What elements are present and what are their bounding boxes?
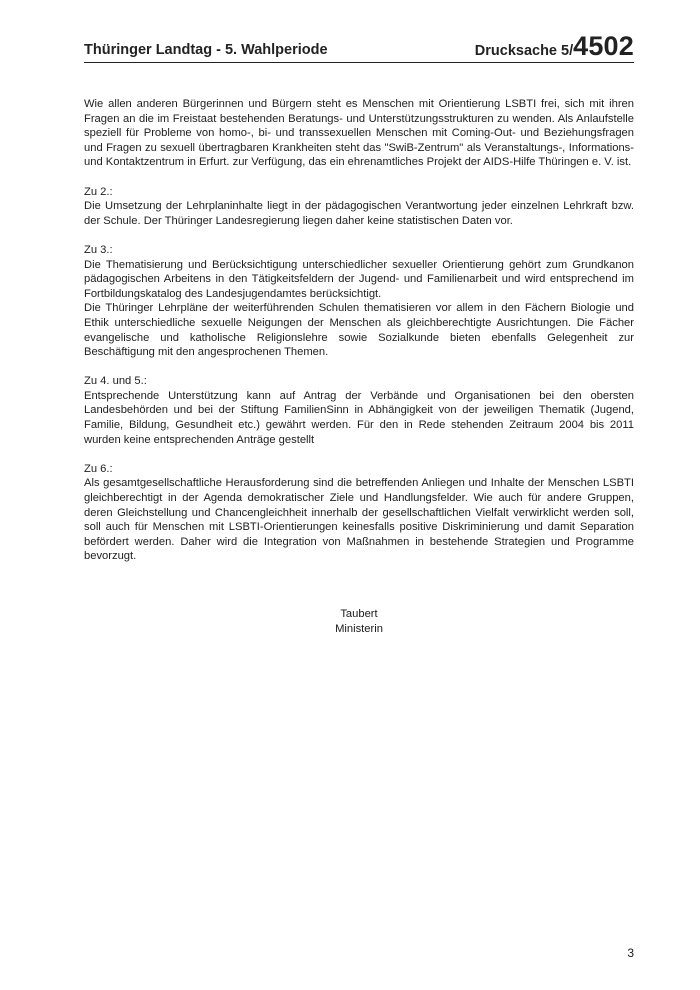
signature-block: [0, 607, 700, 636]
drucksache-label: Drucksache 5/: [474, 43, 574, 59]
intro-paragraph: Wie allen anderen Bürgerinnen und Bürgern steht es Menschen mit Orientierung LSBTI frei, sich mit ihren Fragen an die im Freistaat bestehenden Beratungs- und Unterstützungsstrukturen zu wenden. Als Anlaufstelle speziell für Probleme von homo-, bi- und transsexuellen Menschen mit Coming-Out- und Beziehungsfragen und Fragen zu sexuell übertragbaren Krankheiten steht das "SwiB-Zentrum" als Veranstaltungs-, Informations- und Kontaktzentrum in Erfurt. zur Verfügung, das ein ehrenamtliches Projekt der AIDS-Hilfe Thüringen e. V. ist.: [84, 98, 634, 169]
section-3-text-2: Die Thüringer Lehrpläne der weiterführenden Schulen thematisieren vor allem in den Fächern Biologie und Ethik unterschiedliche sexuelle Neigungen der Menschen als gleichberechtigte Ausrichtungen. Die Fächer evangelische und katholische Religionslehre sowie Sozialkunde bieten ebenfalls Gelegenheit zur Beschäftigung mit den angesprochenen Themen.: [84, 302, 634, 359]
landtag-title: Thüringer Landtag - 5. Wahlperiode: [84, 42, 328, 58]
section-6-text: Als gesamtgesellschaftliche Herausforderung sind die betreffenden Anliegen und Inhalte der Menschen LSBTI gleichberechtigt in der Agenda demokratischer Ziele und Handlungsfelder. Wie auch für andere Gruppen, deren Gleichstellung und Chancengleichheit innerhalb der gesellschaftlichen Vielfalt verwirklicht werden soll, soll auch für Menschen mit LSBTI-Orientierungen keinesfalls positive Diskriminierung und damit Separation befördert werden. Daher wird die Integration von Maßnahmen in bestehende Strategien und Programme bevorzugt.: [84, 477, 634, 563]
section-4-5-heading: Zu 4. und 5.:: [84, 375, 147, 388]
section-2-heading: Zu 2.:: [84, 185, 113, 198]
section-6-heading: Zu 6.:: [84, 462, 113, 475]
section-3-text-1: Die Thematisierung und Berücksichtigung unterschiedlicher sexueller Orientierung gehört zum Grundkanon pädagogischen Arbeitens in den Tätigkeitsfeldern der Jugend- und Familienarbeit und wird entsprechend im Fortbildungskatalog des Landesjugendamtes berücksichtigt.: [84, 258, 634, 300]
section-2-text: Die Umsetzung der Lehrplaninhalte liegt in der pädagogischen Verantwortung jeder einzelnen Lehrkraft bzw. der Schule. Der Thüringer Landesregierung liegen daher keine statistischen Daten vor.: [84, 200, 634, 227]
document-body: [84, 97, 634, 564]
signatory-name: Taubert: [340, 608, 378, 620]
page-header: [84, 26, 634, 63]
section-4-5-text: Entsprechende Unterstützung kann auf Antrag der Verbände und Organisationen bei den obersten Landesbehörden und bei der Stiftung FamilienSinn in Abhängigkeit von der jeweiligen Thematik (Jugend, Familie, Bildung, Gesundheit etc.) gewährt werden. Für den in Rede stehenden Zeitraum 2004 bis 2011 wurden keine entsprechenden Anträge gestellt: [84, 389, 634, 446]
drucksache-reference: [475, 33, 634, 60]
drucksache-number: 4502: [573, 31, 634, 61]
page-number: 3: [627, 946, 634, 960]
section-3-heading: Zu 3.:: [84, 243, 113, 256]
signatory-title: Ministerin: [335, 622, 383, 635]
